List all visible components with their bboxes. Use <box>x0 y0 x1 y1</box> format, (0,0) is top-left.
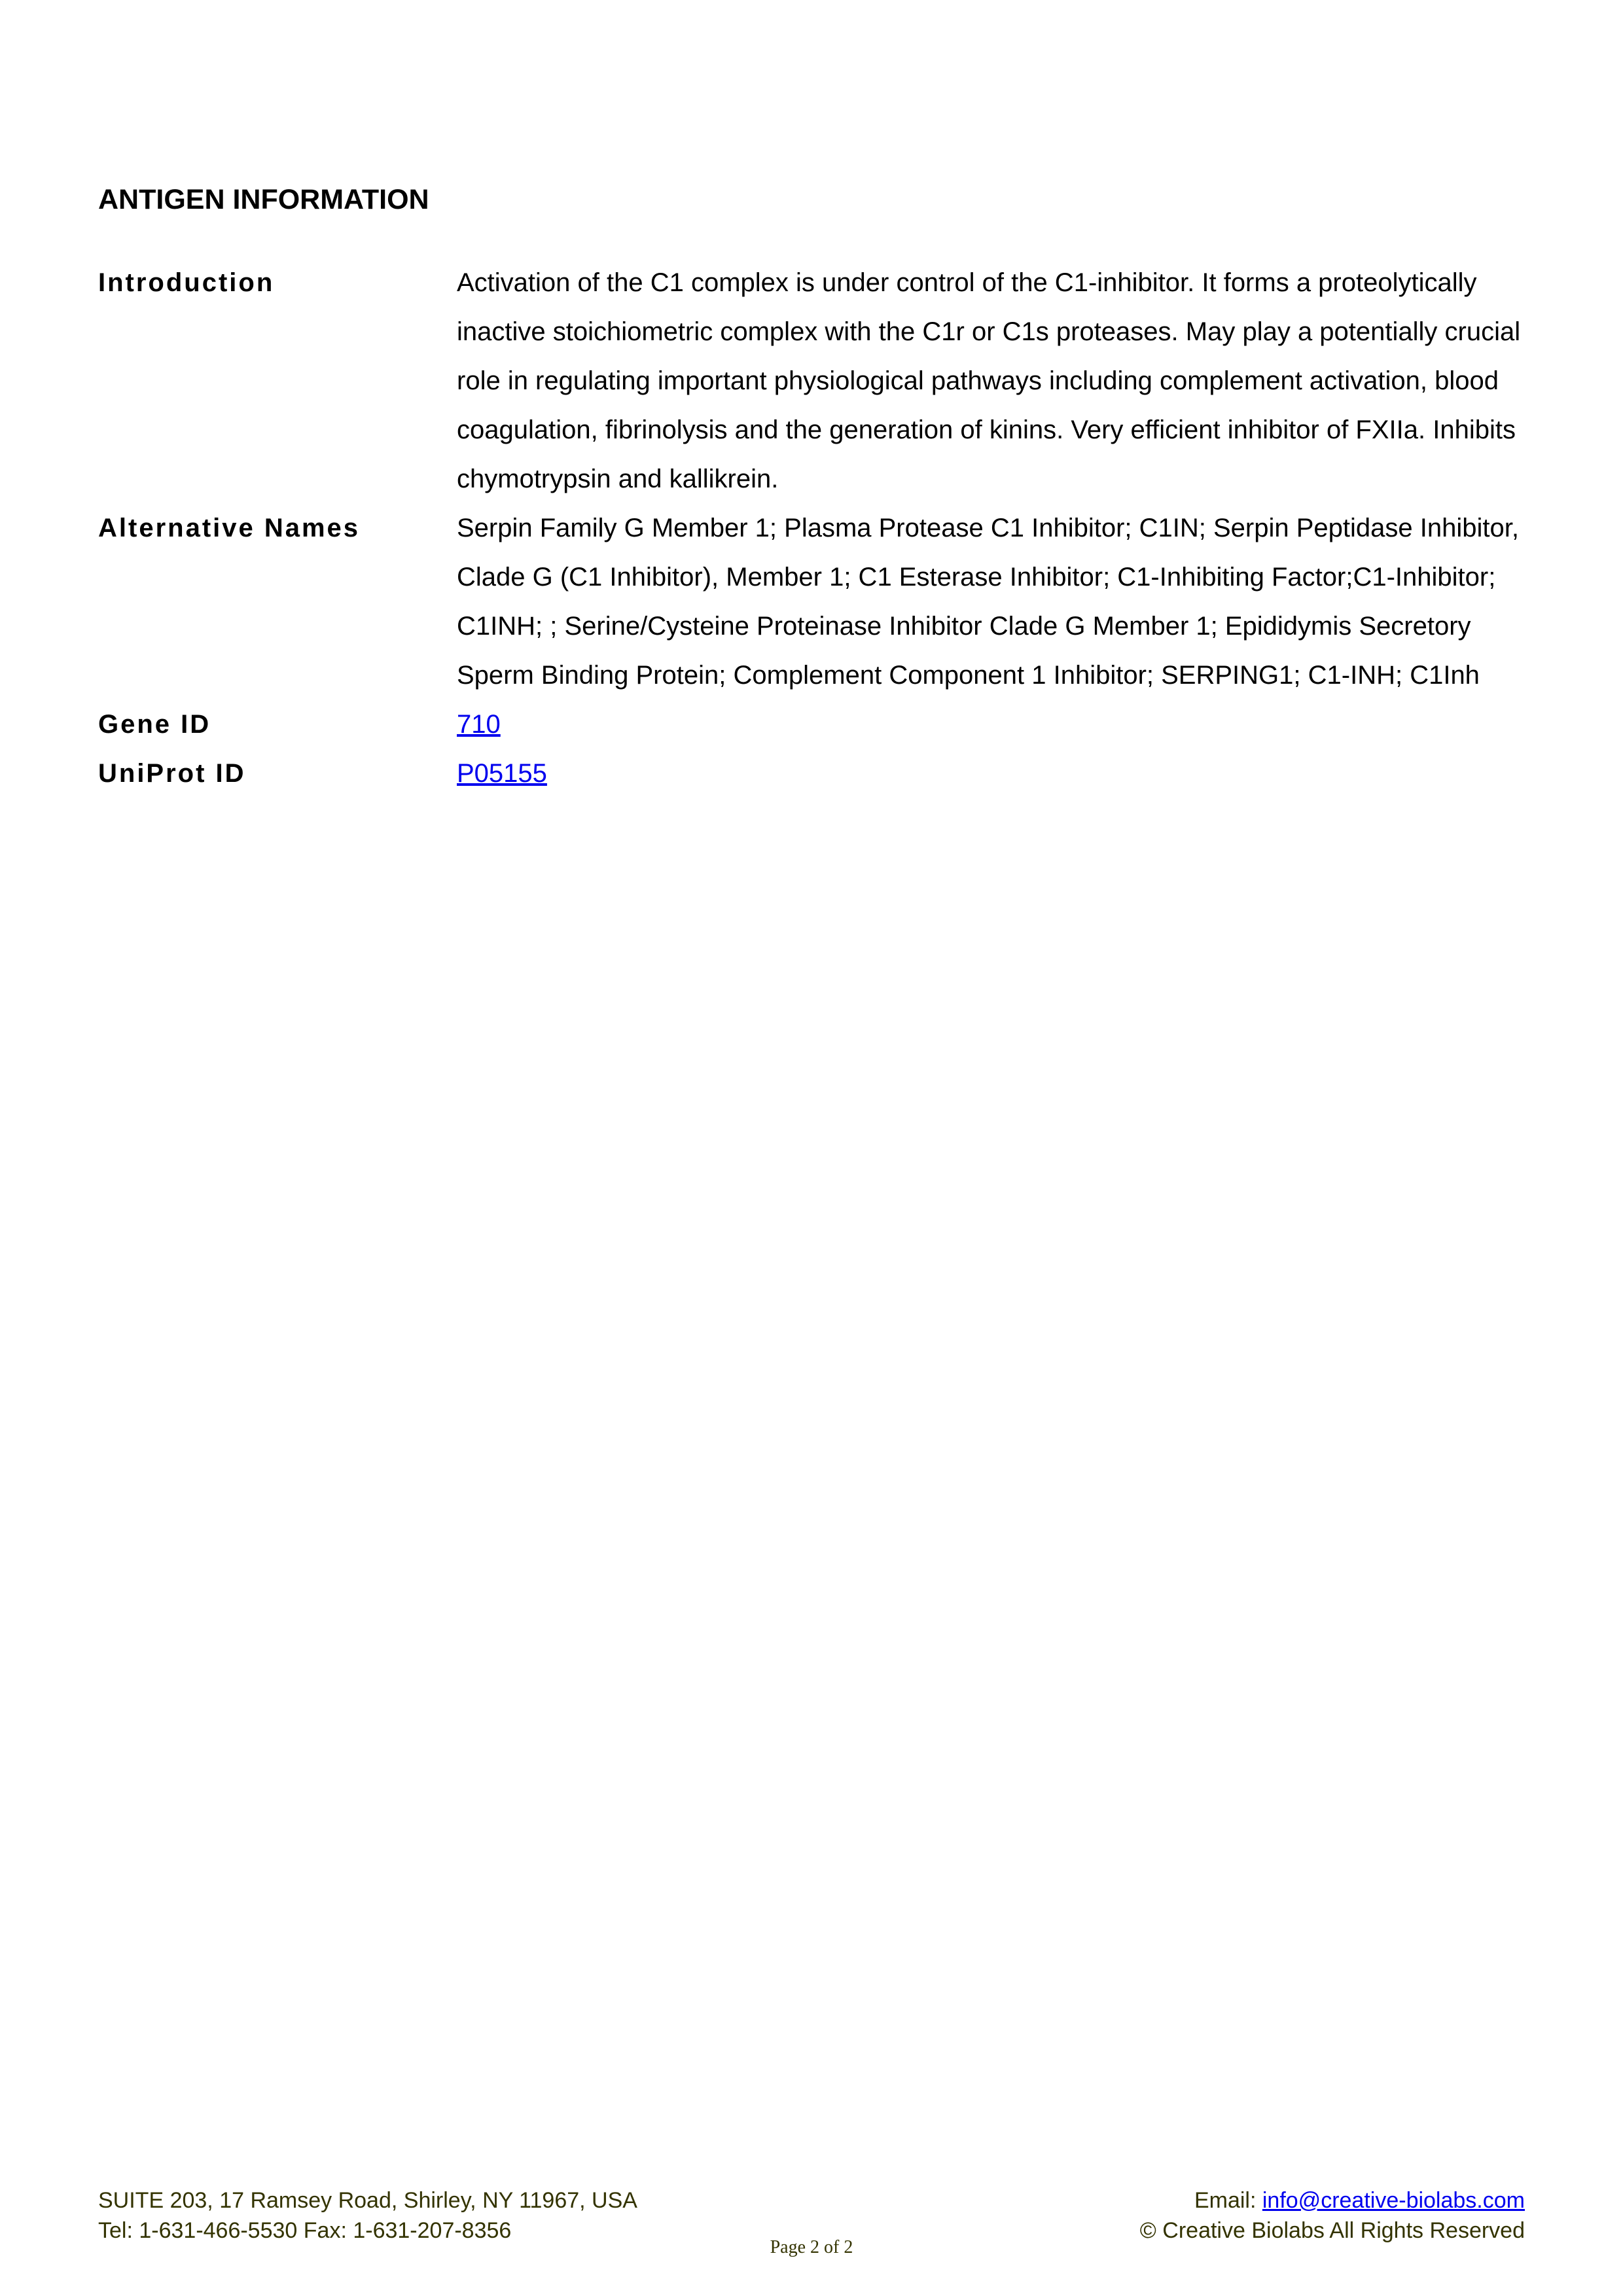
uniprot-id-value-cell <box>457 749 1531 798</box>
introduction-row <box>98 258 1531 504</box>
uniprot-id-row <box>98 749 1531 798</box>
alternative-names-value: Serpin Family G Member 1; Plasma Protease C1 Inhibitor; C1IN; Serpin Peptidase Inhibitor, Clade G (C1 Inhibitor), Member 1; C1 Esterase Inhibitor; C1-Inhibiting Factor;C1-Inhibitor; C1INH; ; Serine/Cysteine Proteinase Inhibitor Clade G Member 1; Epididymis Secretory Sperm Binding Protein; Complement Component 1 Inhibitor; SERPING1; C1-INH; C1Inh <box>457 514 1519 690</box>
uniprot-id-link[interactable]: P05155 <box>457 759 547 788</box>
footer-email-line <box>1140 2185 1525 2216</box>
footer-email-link[interactable]: info@creative-biolabs.com <box>1262 2188 1525 2213</box>
footer-address: SUITE 203, 17 Ramsey Road, Shirley, NY 11967, USA <box>98 2188 637 2213</box>
gene-id-link[interactable]: 710 <box>457 710 501 739</box>
gene-id-row <box>98 700 1531 749</box>
footer-email-label: Email: <box>1194 2188 1262 2213</box>
alternative-names-row <box>98 504 1531 700</box>
introduction-label: Introduction <box>98 268 275 297</box>
section-title: ANTIGEN INFORMATION <box>98 184 429 215</box>
footer-copyright: © Creative Biolabs All Rights Reserved <box>1139 2218 1525 2243</box>
alternative-names-label: Alternative Names <box>98 514 361 542</box>
gene-id-label: Gene ID <box>98 710 211 739</box>
antigen-info-table <box>98 258 1531 798</box>
introduction-value: Activation of the C1 complex is under control of the C1-inhibitor. It forms a proteolytically inactive stoichiometric complex with the C1r or C1s proteases. May play a potentially crucial role in regulating important physiological pathways including complement activation, blood coagulation, fibrinolysis and the generation of kinins. Very efficient inhibitor of FXIIa. Inhibits chymotrypsin and kallikrein. <box>457 268 1521 493</box>
uniprot-id-label: UniProt ID <box>98 759 246 788</box>
gene-id-value-cell <box>457 700 1531 749</box>
page-number: Page 2 of 2 <box>770 2237 853 2257</box>
footer-phone: Tel: 1-631-466-5530 Fax: 1-631-207-8356 <box>98 2218 512 2243</box>
